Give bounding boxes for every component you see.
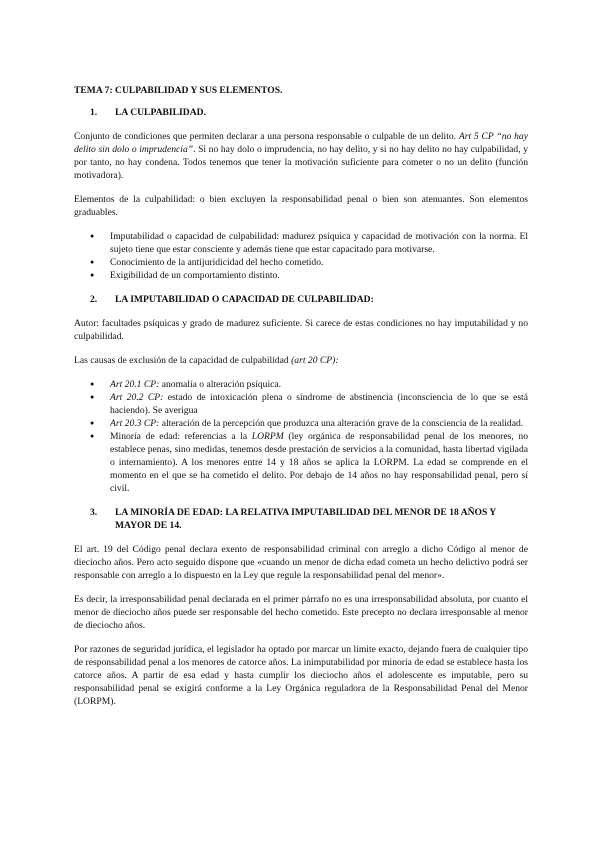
section-title: LA IMPUTABILIDAD O CAPACIDAD DE CULPABILIDAD: [115, 294, 374, 305]
article-reference: (art 20 CP): [291, 355, 339, 366]
section-number: 1. [90, 107, 98, 118]
section-2-list [74, 378, 528, 495]
document-content [74, 84, 528, 719]
list-item [110, 430, 528, 495]
section-1-heading [74, 106, 528, 119]
list-item [110, 417, 528, 430]
section-2-paragraph-1: Autor: facultades psíquicas y grado de madurez suficiente. Si carece de estas condiciones no hay imputabilidad y no culpabilidad. [74, 318, 528, 342]
section-1-paragraph-2: Elementos de la culpabilidad: o bien excluyen la responsabilidad penal o bien son atenuantes. Son elementos graduables. [74, 194, 528, 218]
section-3-paragraph-1: El art. 19 del Código penal declara exento de responsabilidad criminal con arreglo a dicho Código al menor de dieciocho años. Pero acto seguido dispone que «cuando un menor de dicha edad cometa un hecho delictivo podrá ser responsable con arreglo a lo dispuesto en la Ley que regule la responsabilidad penal del menor». [74, 544, 528, 581]
section-3-heading [74, 506, 528, 532]
section-2-heading [74, 293, 528, 306]
law-reference: LORPM [251, 431, 284, 442]
list-item: ● Conocimiento de la antijuridicidad del hecho cometido. [110, 256, 528, 269]
section-1-list [74, 230, 528, 282]
document-title: TEMA 7: CULPABILIDAD Y SUS ELEMENTOS. [74, 85, 283, 96]
article-reference: Art 20.2 CP: [110, 392, 164, 403]
section-number: 3. [90, 507, 98, 518]
list-item [110, 378, 528, 391]
text-run: anomalía o alteración psíquica. [159, 379, 282, 390]
text-run: (ley orgánica de responsabilidad penal de los menores, no establece penas, sino medidas, tenemos desde prestación de servicios a la comunidad, hasta libertad vigilada o internamiento). A los menores entre 14 y 18 años se aplica la LORPM. La edad se comprende en el momento en el que se ha cometido el delito. Por debajo de 14 años no hay responsabilidad penal, pero sí civil. [110, 431, 528, 494]
text-run: Las causas de exclusión de la capacidad de culpabilidad [74, 355, 292, 366]
section-2-paragraph-2 [74, 354, 528, 367]
article-reference: Art 20.3 CP: [110, 418, 160, 429]
article-quote: Art 5 CP “no hay delito sin dolo o imprudencia” [74, 131, 528, 155]
section-1-paragraph-1 [74, 130, 528, 182]
text-run: Conjunto de condiciones que permiten declarar a una persona responsable o culpable de un delito. [74, 131, 459, 142]
section-number: 2. [90, 294, 98, 305]
text-run: . Si no hay dolo o imprudencia, no hay delito, y si no hay delito no hay culpabilidad, y por tanto, no hay condena. Todos tenemos que tener la motivación suficiente para cometer o no un delito (función motivadora). [74, 144, 528, 181]
list-item [110, 391, 528, 417]
text-run: Minoría de edad: referencias a la [110, 431, 252, 442]
section-title: LA MINORÍA DE EDAD: LA RELATIVA IMPUTABILIDAD DEL MENOR DE 18 AÑOS Y MAYOR DE 14. [115, 507, 496, 531]
list-item: ● Exigibilidad de un comportamiento distinto. [110, 269, 528, 282]
section-3-paragraph-2: Es decir, la irresponsabilidad penal declarada en el primer párrafo no es una irresponsabilidad absoluta, por cuanto el menor de dieciocho años puede ser responsable del hecho cometido. Este precepto no declara irresponsable al menor de dieciocho años. [74, 594, 528, 631]
section-3-paragraph-3: Por razones de seguridad jurídica, el legislador ha optado por marcar un límite exacto, dejando fuera de cualquier tipo de responsabilidad penal a los menores de catorce años. La inimputabilidad por minoría de edad se establece hasta los catorce años. A partir de esa edad y hasta cumplir los dieciocho años el adolescente es imputable, pero su responsabilidad penal se exigirá conforme a la Ley Orgánica reguladora de la Responsabilidad Penal del Menor (LORPM). [74, 644, 528, 707]
article-reference: Art 20.1 CP: [110, 379, 160, 390]
text-run: estado de intoxicación plena o síndrome de abstinencia (inconsciencia de lo que se está haciendo). Se averigua [110, 392, 528, 416]
section-title: LA CULPABILIDAD. [115, 107, 206, 118]
list-item: ● Imputabilidad o capacidad de culpabilidad: madurez psíquica y capacidad de motivación con la norma. El sujeto tiene que estar consciente y además tiene que estar capacitado para motivarse. [110, 230, 528, 256]
text-run: alteración de la percepción que produzca una alteración grave de la consciencia de la realidad. [159, 418, 524, 429]
